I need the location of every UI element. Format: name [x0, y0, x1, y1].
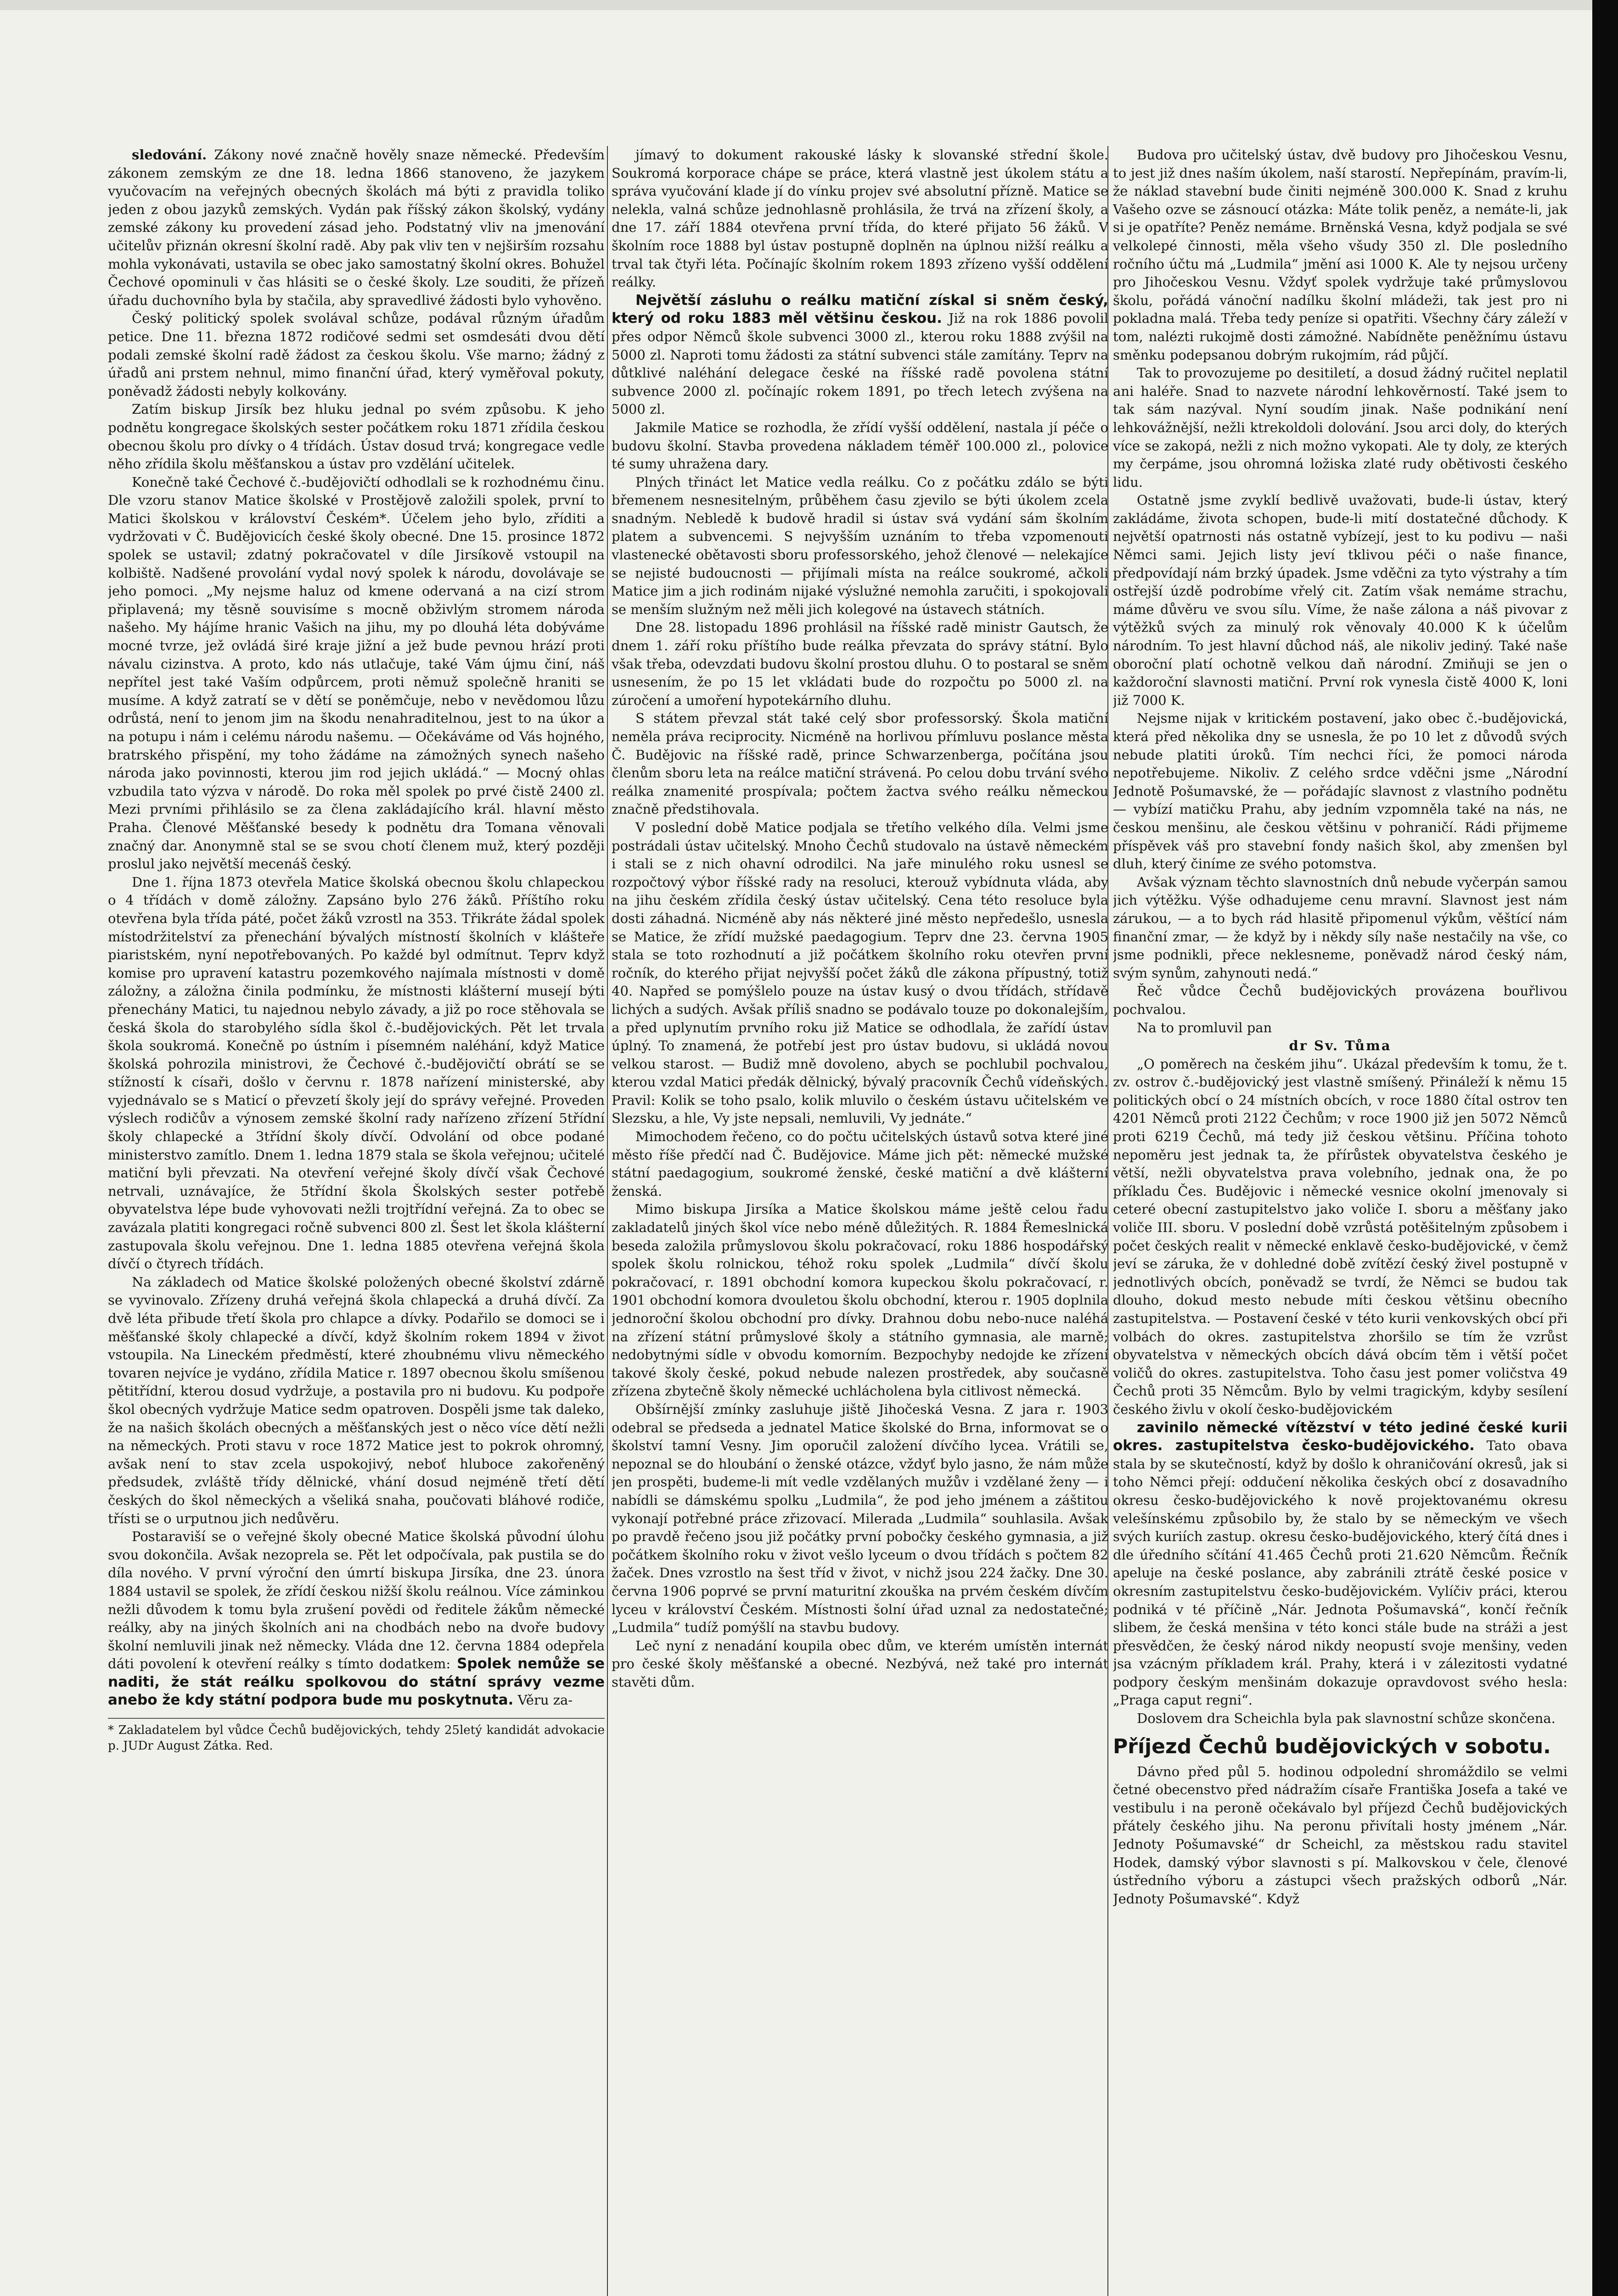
- paragraph-text: Zákony nové značně hověly snaze německé. Především zákonem zemským ze dne 18. ledna 1866 stanoveno, že jazykem vyučovacím na veřejných obecných školách má býti z pravidla toliko jeden z obou jazyků zemských. Vydán pak říšský zákon školský, vydány zemské zákony ku provedení zásad jeho. Podstatný vliv na jmenování učitelův přiznán okresní školní radě. Aby pak vliv ten v nejširším rozsahu mohla vykonávati, ustavila se obec jako samostatný školní okres. Bohužel Čechové opominuli v čas hlásiti se o české školy. Lze souditi, že přízeň úřadu duchovního byla by stačila, aby spravedlivé žádosti bylo vyhověno.: [108, 147, 605, 308]
- emphasis-bold: zavinilo německé vítězství v této jediné české kurii okres. zastupitelstva česko-budějovického.: [1113, 1419, 1567, 1454]
- paragraph-text: Český politický spolek svolával schůze, podával různým úřadům petice. Dne 11. března 1872 rodičové sedmi set osmdesáti dvou dětí podali zemské školní radě žádost za českou školu. Vše marno; žádný z úřadů ani prstem nehnul, mimo finanční úřad, který vyměřoval pokuty, poněvadž žádosti nebyly kolkovány.: [108, 310, 605, 399]
- paragraph-text: Řeč vůdce Čechů budějovických provázena bouřlivou pochvalou.: [1113, 983, 1567, 1017]
- paragraph-text: „O poměrech na českém jihu“. Ukázal především k tomu, že t. zv. ostrov č.-budějovický jest vlastně smíšený. Přináleží k němu 15 politických obcí o 24 místních obcích, v roce 1880 čítal ostrov ten 4201 Němců proti 2122 Čechům; v roce 1900 již jen 5072 Němců proti 6219 Čechů, má tedy již českou většinu. Příčina tohoto nepoměru jest jednak ta, že přírůstek obyvatelstva českého je větší, nežli obyvatelstva prava volebního, jednak ona, že po příkladu Čes. Budějovic i německé vesnice okolní jmenovaly si ceteré obecní zastupitelstvo jako voliče I. sboru a měšťany jako voliče III. sboru. V poslední době vzrůstá potěšitelným způsobem i počet českých realit v německé enklavě česko-budějovické, v čemž jeví se záruka, že v dohledné době zvítězí český živel postupně v jednotlivých obcích, poněvadž se tvrdí, že Němci se budou tak dlouho, dokud mesto nebude míti českou většinu obecního zastupitelstva. — Postavení české v této kurii venkovských obcí při volbách do okres. zastupitelstva zhoršilo se tím že vzrůst obyvatelstva v německých obcích dává obcím těm i větší počet voličů do okres. zastupitelstva. Toho času jest pomer voličstva 49 Čechů proti 35 Němcům. Bylo by velmi tragickým, kdyby sesílení českého živlu v okolí česko-budějovickém: [1113, 1056, 1567, 1417]
- paragraph: [1113, 1763, 1567, 1908]
- paragraph: [1113, 873, 1567, 983]
- paragraph-text: Věru za-: [513, 1692, 573, 1708]
- column-2: [612, 146, 1108, 2296]
- paragraph-text: V poslední době Matice podjala se třetího velkého díla. Velmi jsme postrádali ústav učitelský. Mnoho Čechů studovalo na ústavě německém i stali se z nich ohavní odrodilci. Na jaře minulého roku usnesl se rozpočtový výbor říšské rady na resoluci, kterouž vybídnuta vláda, aby na jihu českém zřídila český ústav učitelský. Cena této resoluce byla dosti záhadná. Nicméně aby nás některé jiné město nepředešlo, usnesla se Matice, že zřídí mužské paedagogium. Teprv dne 23. června 1905 stala se toto rozhodnutí a již počátkem školního roku otevřen první ročník, do kterého přijat nejvyšší počet žáků dle zákona přípustný, totiž 40. Napřed se pomýšlelo pouze na ústav kusý o dvou třídách, střídavě lichých a sudých. Avšak příliš snadno se podávalo touze po dokonalejším, a před uplynutím prvního roku již Matice se odhodlala, že zařídí ústav úplný. To znamená, že potřebí jest pro ústav budovu, si ukládá novou velkou starost. — Budiž mně dovoleno, abych se pochlubil pochvalou, kterou vzdal Matici předák dělnický, bývalý pracovník Čechů vídeňských. Pravil: Kolik se toho psalo, kolik mluvilo o českém ústavu učitelském ve Slezsku, a hle, Vy jste nepsali, nemluvili, Vy jednáte.“: [612, 819, 1108, 1126]
- paragraph: [1113, 982, 1567, 1019]
- paragraph-text: Mimo biskupa Jirsíka a Matice školskou máme ještě celou řadu zakladatelů jiných škol více nebo méně důležitých. R. 1884 Řemeslnická beseda založila průmyslovou školu pokračovací, roku 1886 hospodářský spolek školu rolnickou, téhož roku spolek „Ludmila“ dívčí školu pokračovací, r. 1891 obchodní komora kupeckou školu pokračovací, r. 1901 obchodní komora dvouletou školu obchodní, kterou r. 1905 doplnila jednoroční školou obchodní pro dívky. Drahnou dobu nebo-nuce naléhá na zřízení státní průmyslové školy a státního gymnasia, ale marně; nedobytnými sídle v obvodu komorním. Bezpochyby nedojde ke zřízení takové školy české, pokud nebude nalezen prostředek, aby současně zřízena zbytečně školy německé uchlácholena byla citlivost německá.: [612, 1201, 1108, 1399]
- paragraph: [612, 473, 1108, 619]
- paragraph-text: S státem převzal stát také celý sbor professorský. Škola matiční neměla práva reciprocity. Nicméně na horlivou přímluvu poslance města Č. Budějovic na říšské radě, prince Schwarzenberga, počítána jsou členům sboru leta na reálce matiční strávená. Po celou dobu trvání svého reálka znamenité prospívala; počtem žactva svého reálku německou značně předstihovala.: [612, 710, 1108, 817]
- paragraph: [1113, 1055, 1567, 1419]
- paragraph-text: Již na rok 1886 povolil přes odpor Němců škole subvenci 3000 zl., kterou roku 1888 zvýšil na 5000 zl. Naproti tomu žádosti za státní subvenci stále zamítány. Teprv na důtklivé naléhání delegace české na říšské radě povolena státní subvence 2000 zl. počínajíc rokem 1891, po třech letech zvýšena na 5000 zl.: [612, 310, 1108, 417]
- paragraph-text: Na základech od Matice školské položených obecné školství zdárně se vyvinovalo. Zřízeny druhá veřejná škola chlapecká a druhá dívčí. Za dvě léta přibude třetí škola pro chlapce a dívky. Podařilo se domoci se i měšťanské školy chlapecké a dívčí, když školním rokem 1894 v život vstoupila. Na Lineckém předměstí, které zhoubnému vlivu německého tovaren nejvíce je vydáno, zřídila Matice r. 1897 obecnou školu smíšenou pětitřídní, kterou dosud vydržuje, a postavila pro ni budovu. Ku podpoře škol obecných vydržuje Matice sedm opatroven. Dospěli jsme tak daleko, že na našich školách obecných a měšťanských jest o něco více dětí nežli na německých. Proti stavu v roce 1872 Matice jest to pokrok ohromný, avšak není to stav zcela uspokojivý, neboť hluboce zakořeněný předsudek, zvláště třídy dělnické, vhání dosud nejméně třetí dětí českých do škol německých a všeliká snaha, poučovati bláhové rodiče, třísti se o urputnou jich nedůvěru.: [108, 1274, 605, 1526]
- paragraph-text: Leč nyní z nenadání koupila obec dům, ve kterém umístěn internát pro české školy měšťanské a obecné. Nezbývá, než také pro internát stavěti dům.: [612, 1638, 1108, 1690]
- page-top-edge: [0, 0, 1592, 10]
- speaker-name: dr Sv. Tůma: [1289, 1038, 1392, 1054]
- paragraph-text: Jakmile Matice se rozhodla, že zřídí vyšší oddělení, nastala jí péče o budovu školní. Stavba provedena nákladem téměř 100.000 zl., polovice té sumy uhražena dary.: [612, 419, 1108, 472]
- column-rule-1: [607, 146, 608, 2296]
- paragraph: [1113, 491, 1567, 709]
- section-headline: Příjezd Čechů budějovických v sobotu.: [1113, 1734, 1551, 1758]
- paragraph: [612, 292, 1108, 419]
- paragraph: [1113, 146, 1567, 364]
- paragraph-text: Zatím biskup Jirsík bez hluku jednal po svém způsobu. K jeho podnětu kongregace školských sester počátkem roku 1871 zřídila českou obecnou školu pro dívky o 4 třídách. Ústav dosud trvá; kongregace vedle něho zřídila školu měšťanskou a ústav pro vzdělání učitelek.: [108, 401, 605, 472]
- paragraph-text: Mimochodem řečeno, co do počtu učitelských ústavů sotva které jiné město říše předčí nad Č. Budějovice. Máme jich pět: německé mužské státní paedagogium, soukromé ženské, české matiční a dvě klášterní ženská.: [612, 1129, 1108, 1199]
- paragraph-text: Dne 28. listopadu 1896 prohlásil na říšské radě ministr Gautsch, že dnem 1. září roku příštího bude reálka převzata do správy státní. Bylo však třeba, odevzdati budovu školní prostou dluhu. O to postaral se sněm usnesením, že po 15 let vkládati bude do rozpočtu po 5000 zl. na zúročení a umoření hypotekárního dluhu.: [612, 619, 1108, 708]
- paragraph-text: Konečně také Čechové č.-budějovičtí odhodlali se k rozhodnému činu. Dle vzoru stanov Matice školské v Prostějově založili spolek, první to Matici školskou v království Českém*. Účelem jeho bylo, zříditi a vydržovati v Č. Budějovicích české školy obecné. Dne 15. prosince 1872 spolek se ustavil; zdatný pokračovatel v díle Jirsíkově vstoupil na kolbiště. Nadšené provolání vydal nový spolek k národu, dovolávaje se jeho pomoci. „My nejsme haluz od kmene odervaná a na cizí strom připlavená; my těsně souvisíme s mocně obživlým stromem národa našeho. My hájíme hranic Vašich na jihu, my po dlouhá léta dobýváme mocné tvrze, jež ovládá širé kraje jižní a jež bude pevnou hrází proti návalu cizinstva. A proto, kdo nás utlačuje, také Vám újmu činí, náš nepřítel jest také Vaším odpůrcem, proti němuž společně hraniti se musíme. A když zatratí se v dětí se poněmčuje, nebo v nevědomou lůzu odrůstá, není to jenom jim na škodu nenahraditelnou, jest to na úkor a na potupu i nám i celému národu našemu. — Očekáváme od Vás hojného, bratrského přispění, my toho žádáme na zámožných synech našeho národa jako povinnosti, kterou jim rod jejich ukládá.“ — Mocný ohlas vzbudila tato výzva v národě. Do roka měl spolek po prvé čistě 2400 zl. Mezi prvními přihlásilo se za člena zakládajícího král. hlavní město Praha. Členové Měšťanské besedy k podnětu dra Tomana věnovali značný dar. Anonymně stal se se svou chotí členem muž, který později proslul jako největší mecenáš český.: [108, 474, 605, 872]
- paragraph: [108, 400, 605, 473]
- paragraph: [612, 709, 1108, 819]
- paragraph: [108, 873, 605, 1273]
- paragraph: [612, 1637, 1108, 1692]
- column-1: [108, 146, 605, 2296]
- paragraph: [612, 819, 1108, 1128]
- paragraph: [1113, 1019, 1567, 1037]
- emphasis-bold: sledování.: [132, 147, 207, 163]
- paragraph-text: Nejsme nijak v kritickém postavení, jako obec č.-budějovická, která před několika dny se usnesla, že po 10 let z důvodů svých nebude platiti úroků. Tím nechci říci, že pomoci národa nepotřebujeme. Nikoliv. Z celého srdce vděčni jsme „Národní Jednotě Pošumavské, že — pořádajíc slavnost z vlastního podnětu — vybízí matičku Prahu, aby jedním vzpomněla také na nás, ne českou menšinu, ale českou většinu v pohraničí. Rádi přijmeme příspěvek váš pro stavební fondy našich škol, aby zmenšen byl dluh, který činíme ze svého potomstva.: [1113, 710, 1567, 872]
- paragraph-text: Doslovem dra Scheichla byla pak slavnostní schůze skončena.: [1137, 1711, 1556, 1727]
- paragraph: [612, 1200, 1108, 1401]
- paragraph: [1113, 364, 1567, 491]
- paragraph-text: jímavý to dokument rakouské lásky k slovanské střední škole. Soukromá korporace chápe se práce, která vlastně jest úkolem státu a správa vyučování klade jí do vínku projev své absolutní přízně. Matice se nelekla, valná schůze jednohlasně prohlásila, že trvá na zřízení školy, a dne 17. září 1884 otevřena první třída, do které přijato 56 žáků. V školním roce 1888 byl ústav postupně doplněn na úplnou nižší reálku a trval tak čtyři léta. Počínajíc školním rokem 1893 zřízeno vyšší oddělení reálky.: [612, 147, 1108, 290]
- paragraph: [612, 146, 1108, 292]
- paragraph: [108, 473, 605, 873]
- paragraph-text: Na to promluvil pan: [1137, 1019, 1272, 1035]
- paragraph-text: Plných třináct let Matice vedla reálku. Co z počátku zdálo se býti břemenem nesnesitelným, průběhem času zjevilo se býti úkolem zcela snadným. Nebledě k budově hradil si ústav svá vydání sám školním platem a subvencemi. S nejvyšším uznáním to třeba vzpomenouti vlastenecké obětavosti sboru professorského, jehož členové — nelekajíce se nejisté budoucnosti — přijímali místa na reálce soukromé, ačkoli Matice jim a jich rodinám nijaké výslužné nemohla zaručiti, i spokojovali se menším služným než měli jich kolegové na ústavech státních.: [612, 474, 1108, 617]
- paragraph: [612, 1128, 1108, 1200]
- paragraph: [1113, 709, 1567, 873]
- paragraph: [1113, 1710, 1567, 1728]
- paragraph: [612, 1401, 1108, 1637]
- paragraph: [612, 419, 1108, 473]
- paragraph-text: Dávno před půl 5. hodinou odpolední shromáždilo se velmi četné obecenstvo před nádražím císaře Františka Josefa a také ve vestibulu i na peroně očekávalo byl příjezd Čechů budějovických přátely českého jihu. Na peronu přivítali hosty jménem „Nár. Jednoty Pošumavské“ dr Scheichl, za městskou radu stavitel Hodek, damský výbor slavnosti s pí. Malkovskou v čele, členové ústředního výboru a zástupci všech pražských odborů „Nár. Jednoty Pošumavské“. Když: [1113, 1763, 1567, 1907]
- paragraph-text: Budova pro učitelský ústav, dvě budovy pro Jihočeskou Vesnu, to jest již dnes naším úkolem, naší starostí. Nepřepínám, pravím-li, že náklad stavební bude činiti nejméně 300.000 K. Snad z kruhu Vašeho ozve se zásnoucí otázka: Máte tolik peněz, a nemáte-li, jak si je opatříte? Peněz nemáme. Brněnská Vesna, když podjala se své velkolepé činnosti, měla všeho všudy 350 zl. Dle posledního ročního účtu má „Ludmila“ jmění asi 1000 K. Ale ty nejsou určeny pro Jihočeskou Vesnu. Vždyť spolek vydržuje také průmyslovou školu, pořádá vánoční nadílku školní mládeži, tak jest pro ni pokladna malá. Třeba tedy peníze si opatřiti. Všechny čáry záleží v tom, nalézti rukojmě dosti zámožné. Nabídněte peněžnímu ústavu směnku podepsanou dobrým rukojmím, rád půjčí.: [1113, 147, 1567, 363]
- paragraph-text: Tato obava stala by se skutečností, když by došlo k ohraničování okresů, jak si toho Němci přejí: oddučení několika českých obcí z dosavadního okresu česko-budějovického k nově projektovanému okresu velešínskému způsobilo by, že stalo by se německým ve všech svých kuriích zastup. okresu česko-budějovického, který čítá dnes i dle úředního sčítání 41.465 Čechů proti 21.620 Němcům. Řečník apeluje na české poslance, aby zabránili ztrátě české posice v okresním zastupitelstvu česko-budějovickém. Vylíčiv práci, kterou podniká v té příčině „Nár. Jednota Pošumavská“, končí řečník slibem, že česká menšina v této konci stále bude na stráži a jest přesvědčen, že český národ nikdy neopustí svoje menšiny, veden jsa vzácným příkladem král. Prahy, která i v zálezitosti vydatné podpory českým menšinám dokazuje opravdovost svého hesla: „Praga caput regni“.: [1113, 1438, 1567, 1708]
- paragraph-text: Tak to provozujeme po desitiletí, a dosud žádný ručitel neplatil ani haléře. Snad to nazvete národní lehkověrností. Také jsem to tak sám nazýval. Nyní soudím jinak. Naše podnikání není lehkovážnější, nežli ktrekoldoli dolování. Jsou arci doly, do kterých více se zakopá, nežli z nich možno vykopati. Ale ty doly, ze kterých my čerpáme, jsou ohromná ložiska zlaté rudy obětivosti českého lidu.: [1113, 365, 1567, 490]
- paragraph-text: Ostatně jsme zvyklí bedlivě uvažovati, bude-li ústav, který zakládáme, života schopen, bude-li mití dostatečné důchody. K největší opatrnosti nás ostatně vybízejí, jest to ku podivu — naši Němci sami. Jejich listy jeví tklivou péči o naše finance, předpovídají nám brzký úpadek. Jsme vděčni za tyto výstrahy a tím ostřejší úzdě podrobíme vřelý cit. Zatím však nemáme strachu, máme důvěru ve svou sílu. Víme, že naše zálona a náš pivovar z výtěžků svých za minulý rok věnovaly 40.000 K k účelům národním. To jest hlavní důchod náš, ale nikoliv jediný. Také naše oboroční platí ochotně velkou daň národní. Zmiňuji se jen o každoroční slavnosti matiční. První rok vynesla čistě 4000 K, loni již 7000 K.: [1113, 492, 1567, 708]
- paragraph: [108, 1273, 605, 1528]
- column-3: [1113, 146, 1567, 2296]
- emphasis-bold: Největší zásluhu o reálku matiční získal si sněm český, který od roku 1883 měl většinu českou.: [612, 292, 1108, 327]
- paragraph: [108, 310, 605, 400]
- paragraph-text: Avšak význam těchto slavnostních dnů nebude vyčerpán samou jich výtěžku. Výše odhadujeme cenu mravní. Slavnost jest nám zárukou, — a to bych rád hlasitě připomenul výkům, věštící nám finanční zmar, — že když by i někdy síly naše nestačily na vše, co jsme podnikli, přece neklesneme, poněvadž národ český nám, svým synům, zahynouti nedá.“: [1113, 874, 1567, 981]
- emphasis-bold: Spolek nemůže se naditi, že stát reálku spolkovou do státní správy vezme anebo že kdy státní podpora bude mu poskytnuta.: [108, 1655, 605, 1709]
- paragraph: [1113, 1419, 1567, 1710]
- paragraph: [612, 619, 1108, 709]
- paragraph: [108, 1528, 605, 1710]
- scan-border-right: [1592, 0, 1618, 2296]
- paragraph-text: Dne 1. října 1873 otevřela Matice školská obecnou školu chlapeckou o 4 třídách v domě záložny. Zapsáno bylo 276 žáků. Příštího roku otevřena byla třída páté, počet žáků vzrostl na 353. Třikráte žádal spolek místodržitelství za přenechání bývalých místností školních v klášteře piaristském, nyní nepotřebovaných. Po každé byl odmítnut. Teprv když komise pro upravení katastru pozemkového najímala místnosti v domě záložny, a záložna činila podmínku, že místnosti klášterní musejí býti přenechány Matici, tu najednou nebylo závady, a již po roce stěhovala se česká škola do starobylého sídla škol č.-budějovických. Pět let trvala škola soukromá. Konečně po ústním i písemném naléhání, když Matice školská pohrozila ministrovi, že Čechové č.-budějovičtí obrátí se se stížností k císaři, došlo v červnu r. 1878 nařízení ministerské, aby vyjednávalo se s Maticí o převzetí školy její do správy veřejné. Proveden výslech rodičův a výnosem zemské školní rady nařízeno zřízení 5třídní školy chlapecké a 3třídní školy dívčí. Odvolání od obce podané ministerstvo zamítlo. Dnem 1. ledna 1879 stala se škola veřejnou; učitelé matiční byli převzati. Na otevření veřejné školy dívčí však Čechové netrvali, uznávajíce, že 5třídní škola Školských sester potřebě obyvatelstva lépe bude vyhovovati nežli trojtřídní veřejná. Za to obec se zavázala platiti kongregaci ročně subvenci 800 zl. Šest let škola klášterní zastupovala školu veřejnou. Dne 1. ledna 1885 otevřena veřejná škola dívčí o čtyrech třídách.: [108, 874, 605, 1272]
- paragraph-text: Obšírnější zmínky zasluhuje jiště Jihočeská Vesna. Z jara r. 1903 odebral se předseda a jednatel Matice školské do Brna, informovat se o školství tamní Vesny. Jim oporučil založení dívčího lycea. Vrátili se, nepoznal se do hloubání o ženské otázce, vždyť bylo jasno, že nám může jen prospěti, budeme-li mít vedle vzdělaných mužův i vzdělané ženy — i nabídli se dámskému spolku „Ludmila“, že pod jeho jménem a záštitou vykonají potřebné práce zřizovací. Milerada „Ludmila“ souhlasila. Avšak po pravdě řečeno jsou již počátky první pobočky českého gymnasia, a již počátkem školního roku v život vešlo lyceum o dvou třídách s počtem 82 žaček. Dnes vzrostlo na šest tříd v život, v nichž jsou 224 žačky. Dne 30. června 1906 poprvé se první maturitní zkouška na prvém českém dívčím lyceu v království Českém. Místnosti šolní úřad uznal za nedostatečné; „Ludmila“ tudíž pomýšlí na stavbu budovy.: [612, 1401, 1108, 1636]
- paragraph: [108, 146, 605, 310]
- paragraph-text: Postaraviší se o veřejné školy obecné Matice školská původní úlohu svou dokončila. Avšak nezoprela se. Pět let odpočívala, pak pustila se do díla nového. V první výroční den úmrtí biskupa Jirsíka, dne 23. února 1884 ustavil se spolek, že zřídí českou nižší školu reálnou. Více záminkou nežli důvodem k tomu byla zrušení povědi od ředitele žákům německé reálky, aby na jiných školních ani na chodbách nebo na dvoře budovy školní nemluvili jinak než německy. Vláda dne 12. června 1884 odepřela dáti povolení k otevření reálky s tímto dodatkem:: [108, 1529, 605, 1672]
- footnote: * Zakladatelem byl vůdce Čechů budějovických, tehdy 25letý kandidát advokacie p. JUDr August Zátka. Red.: [108, 1718, 605, 1754]
